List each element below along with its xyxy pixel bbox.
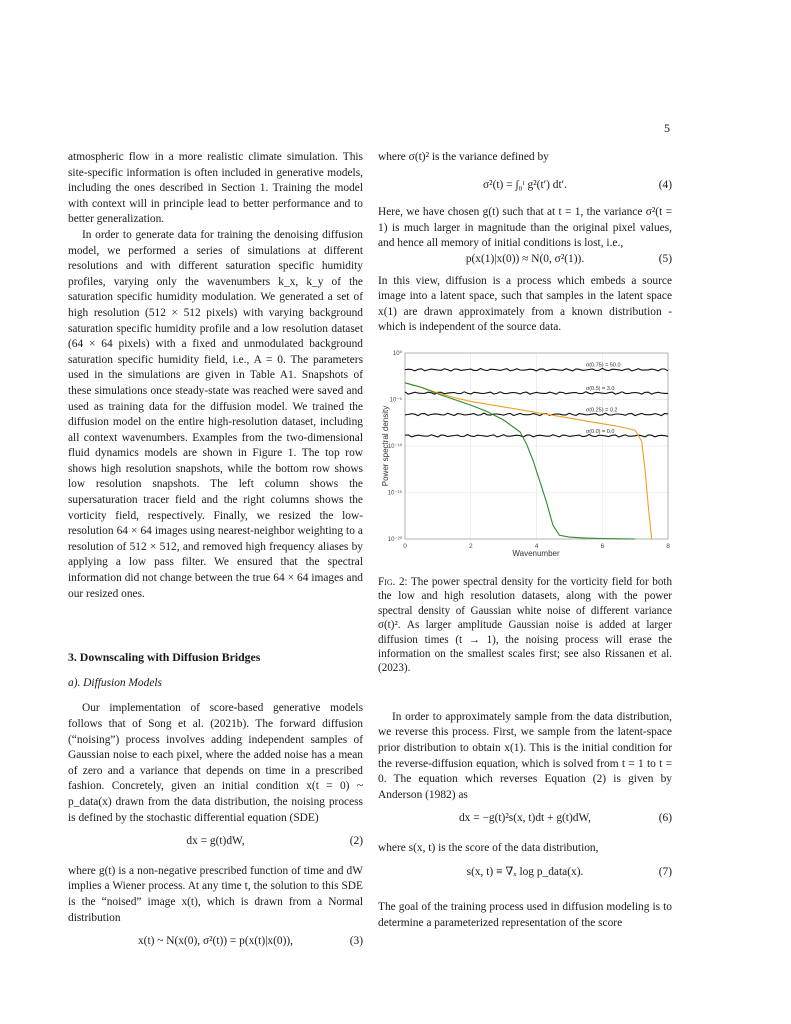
equation-2-number: (2) [349,835,363,848]
series-line [405,383,635,539]
paragraph-diffusion-models: Our implementation of score-based generative models follows that of Song et al. (2021b). The forward diffusion (“noising”) process involves adding independent samples of Gaussian noise to each pixel, where the added noise has a mean of zero and a variance that depends on time in a prescribed fashion. Concretely, given an initial condition x(t = 0) ~ p_data(x) drawn from the data distribution, the noising process is defined by the stochastic differential equation (SDE) [68,702,363,824]
figure-caption [378,575,672,676]
x-tick-label: 0 [403,542,407,550]
equation-6 [378,811,672,827]
x-tick-label: 4 [534,542,539,550]
equation-3-body: x(t) ~ N(x(0), σ²(t)) = p(x(t)|x(0)), [137,935,294,948]
equation-2-body: dx = g(t)dW, [186,835,245,848]
equation-5-number: (5) [658,252,672,265]
noise-line-label: σ(0.5) = 3.0 [585,385,615,392]
equation-6-body: dx = −g(t)²s(x, t)dt + g(t)dW, [458,812,592,825]
equation-3-number: (3) [349,935,363,948]
y-tick-label: 10⁻⁵ [389,397,402,404]
paragraph-latent-view: In this view, diffusion is a process which embeds a source image into a latent space, such that samples in the latent space x(1) are drawn approximately from a known distribution - which is independent of the source data. [378,274,672,334]
paragraph-variance: where σ(t)² is the variance defined by [378,151,549,163]
figure-psd [378,346,672,571]
caption-label: Fig. 2: [378,575,408,588]
paragraph-reverse: In order to approximately sample from the data distribution, we reverse this process. First, we sample from the latent-space prior distribution to obtain x(1). This is the initial condition for the reverse-diffusion equation, which is solved from t = 1 to t = 0. The equation which reverses Equation (2) is given by Anderson (1982) as [378,710,672,801]
equation-7 [378,865,672,881]
subsection-heading: a). Diffusion Models [68,676,162,689]
equation-6-number: (6) [658,812,672,825]
equation-4-body: σ²(t) = ∫₀ᵗ g²(t′) dt′. [483,178,567,191]
paragraph-g-choice: Here, we have chosen g(t) such that at t = 1, the variance σ²(t = 1) is much larger in magnitude than the original pixel values, and hence all memory of initial conditions is lost, i.e., [378,206,672,250]
right-column [378,150,672,931]
y-axis-label: Power spectral density [381,405,390,487]
data-series [405,383,652,539]
noise-line-label: σ(0.0) = 0.0 [585,428,615,435]
paragraph-goal: The goal of the training process used in diffusion modeling is to determine a parameterized representation of the score [378,901,672,929]
y-tick-label: 10⁻¹⁵ [387,490,402,497]
paragraph-intro: atmospheric flow in a more realistic climate simulation. This site-specific information is often included in generative models, including the ones described in Section 1. Training the model with context will in principle lead to better performance and to better generalization. [68,151,363,226]
series-line [405,383,652,539]
x-tick-label: 2 [468,542,473,550]
page-number: 5 [664,121,670,135]
chart-grid [405,353,668,539]
equation-4-number: (4) [658,178,672,191]
equation-5-body: p(x(1)|x(0)) ≈ N(0, σ²(1)). [465,252,585,265]
y-tick-label: 10⁻²⁰ [387,536,402,543]
equation-4 [378,178,672,194]
equation-3 [68,934,363,950]
paragraph-data-generation: In order to generate data for training the denoising diffusion model, we performed a series of simulations at different resolutions and with different saturation specific humidity profiles, varying only the wavenumbers k_x, k_y of the saturation specific humidity modulation. We generated a set of high resolution (512 × 512 pixels) with varying background saturation specific humidity profile and a low resolution dataset (64 × 64 pixels) with a fixed and unmodulated background saturation specific humidity field, i.e., A = 0. The parameters used in the simulations are given in Table A1. Snapshots of these simulations once steady-state was reached were saved and used as training data for the diffusion model. We trained the diffusion model on the entire high-resolution dataset, including all context wavenumbers. Examples from the two-dimensional fluid dynamics models are shown in Figure 1. The top row shows high resolution snapshots, while the bottom row shows low resolution snapshots. The left column shows the supersaturation tracer field and the right columns shows the vorticity field, respectively. Finally, we resized the low-resolution 64 × 64 images using nearest-neighbor weighting to a resolution of 512 × 512, and removed high frequency aliases by applying a low pass filter. We ensured that the spectral information did not change between the true 64 × 64 images and our resized ones. [68,228,363,600]
equation-5 [378,252,672,268]
equation-2 [68,834,363,850]
paragraph-score: where s(x, t) is the score of the data distribution, [378,841,599,854]
equation-7-number: (7) [658,865,672,878]
section-heading: 3. Downscaling with Diffusion Bridges [68,650,261,665]
x-tick-label: 8 [666,542,670,550]
x-axis-label: Wavenumber [512,548,560,558]
left-column [68,150,363,950]
caption-text: The power spectral density for the vorticity field for both the low and high resolution datasets, along with the power spectral density of Gaussian white noise of different variance σ(t)². As larger amplitude Gaussian noise is added at larger diffusion times (t → 1), the noising process will erase the information on the smallest scales first; see also Rissanen et al. (2023). [378,575,672,675]
y-tick-label: 10⁰ [392,350,402,357]
noise-line-label: σ(0.75) = 50.0 [585,362,621,369]
y-tick-label: 10⁻¹⁰ [387,443,402,450]
psd-chart [378,346,672,571]
x-tick-label: 6 [600,542,605,550]
equation-7-body: s(x, t) ≡ ∇ₓ log p_data(x). [466,865,584,878]
noise-line-label: σ(0.25) = 0.2 [585,407,618,414]
paragraph-after-eq2: where g(t) is a non-negative prescribed function of time and dW implies a Wiener process. At any time t, the solution to this SDE is the “noised” image x(t), which is drawn from a Normal distribution [68,864,363,924]
